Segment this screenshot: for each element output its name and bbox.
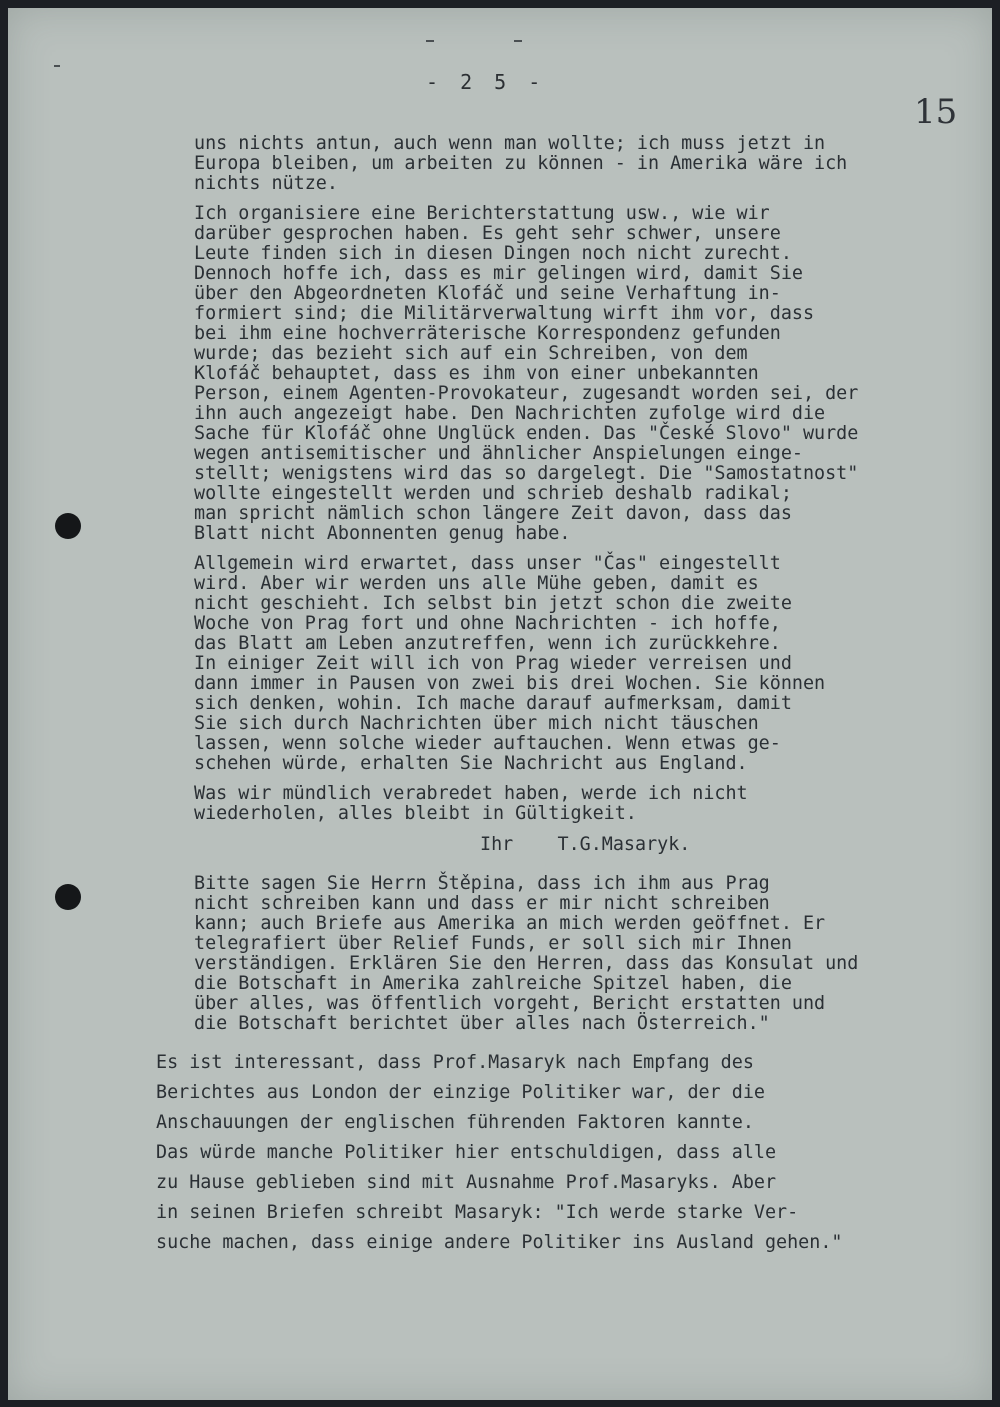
tick-mark <box>54 65 60 67</box>
signature: Ihr T.G.Masaryk. <box>480 834 691 855</box>
postscript: Bitte sagen Sie Herrn Štěpina, dass ich ihm aus Prag nicht schreiben kann und dass er mir nicht schreiben kann; auch Briefe aus Amerika an mich werden geöffnet. Er telegrafiert über Relief Funds, er soll sich mir Ihnen verständigen. Erklären Sie den Herren, dass das Konsulat und die Botschaft in Amerika zahlreiche Spitzel haben, die über alles, was öffentlich vorgeht, Bericht erstatten und die Botschaft berichtet über alles nach Österreich." <box>194 873 859 1034</box>
tick-mark <box>514 40 522 42</box>
tick-mark <box>426 40 434 42</box>
narrative-paragraph: Es ist interessant, dass Prof.Masaryk nach Empfang des Berichtes aus London der einzige Politiker war, der die Anschauungen der englischen führenden Faktoren kannte. Das würde manche Politiker hier entschuldigen, dass alle zu Hause geblieben sind mit Ausnahme Prof.Masaryks. Aber in seinen Briefen schreibt Masaryk: "Ich werde starke Ver- suche machen, dass einige andere Politiker ins Ausland gehen." <box>156 1052 843 1253</box>
punch-hole <box>55 513 81 539</box>
punch-hole <box>55 884 81 910</box>
letter-paragraph: uns nichts antun, auch wenn man wollte; ich muss jetzt in Europa bleiben, um arbeiten zu können - in Amerika wäre ich nichts nütze. <box>194 133 848 194</box>
document-page <box>8 8 992 1400</box>
letter-paragraph: Was wir mündlich verabredet haben, werde ich nicht wiederholen, alles bleibt in Gültigkeit. <box>194 783 748 824</box>
letter-paragraph: Ich organisiere eine Berichterstattung usw., wie wir darüber gesprochen haben. Es geht sehr schwer, unsere Leute finden sich in diesen Dingen noch nicht zurecht. Dennoch hoffe ich, dass es mir gelingen wird, damit Sie über den Abgeordneten Klofáč und seine Verhaftung in- formiert sind; die Militärverwaltung wirft ihm vor, dass bei ihm eine hochverräterische Korrespondenz gefunden wurde; das bezieht sich auf ein Schreiben, von dem Klofáč behauptet, dass es ihm von einer unbekannten Person, einem Agenten-Provokateur, zugesandt worden sei, der ihn auch angezeigt habe. Den Nachrichten zufolge wird die Sache für Klofáč ohne Unglück enden. Das "České Slovo" wurde wegen antisemitischer und ähnlicher Anspielungen einge- stellt; wenigstens wird das so dargelegt. Die "Samostatnost" wollte eingestellt werden und schrieb deshalb radikal; man spricht nämlich schon längere Zeit davon, dass das Blatt nicht Abonnenten genug habe. <box>194 203 859 544</box>
page-number: - 2 5 - <box>426 70 546 94</box>
letter-paragraph: Allgemein wird erwartet, dass unser "Čas" eingestellt wird. Aber wir werden uns alle Mühe geben, damit es nicht geschieht. Ich selbst bin jetzt schon die zweite Woche von Prag fort und ohne Nachrichten - ich hoffe, das Blatt am Leben anzutreffen, wenn ich zurückkehre. In einiger Zeit will ich von Prag wieder verreisen und dann immer in Pausen von zwei bis drei Wochen. Sie können sich denken, wohin. Ich mache darauf aufmerksam, damit Sie sich durch Nachrichten über mich nicht täuschen lassen, wenn solche wieder auftauchen. Wenn etwas ge- schehen würde, erhalten Sie Nachricht aus England. <box>194 553 826 774</box>
folio-number: 15 <box>914 92 958 132</box>
